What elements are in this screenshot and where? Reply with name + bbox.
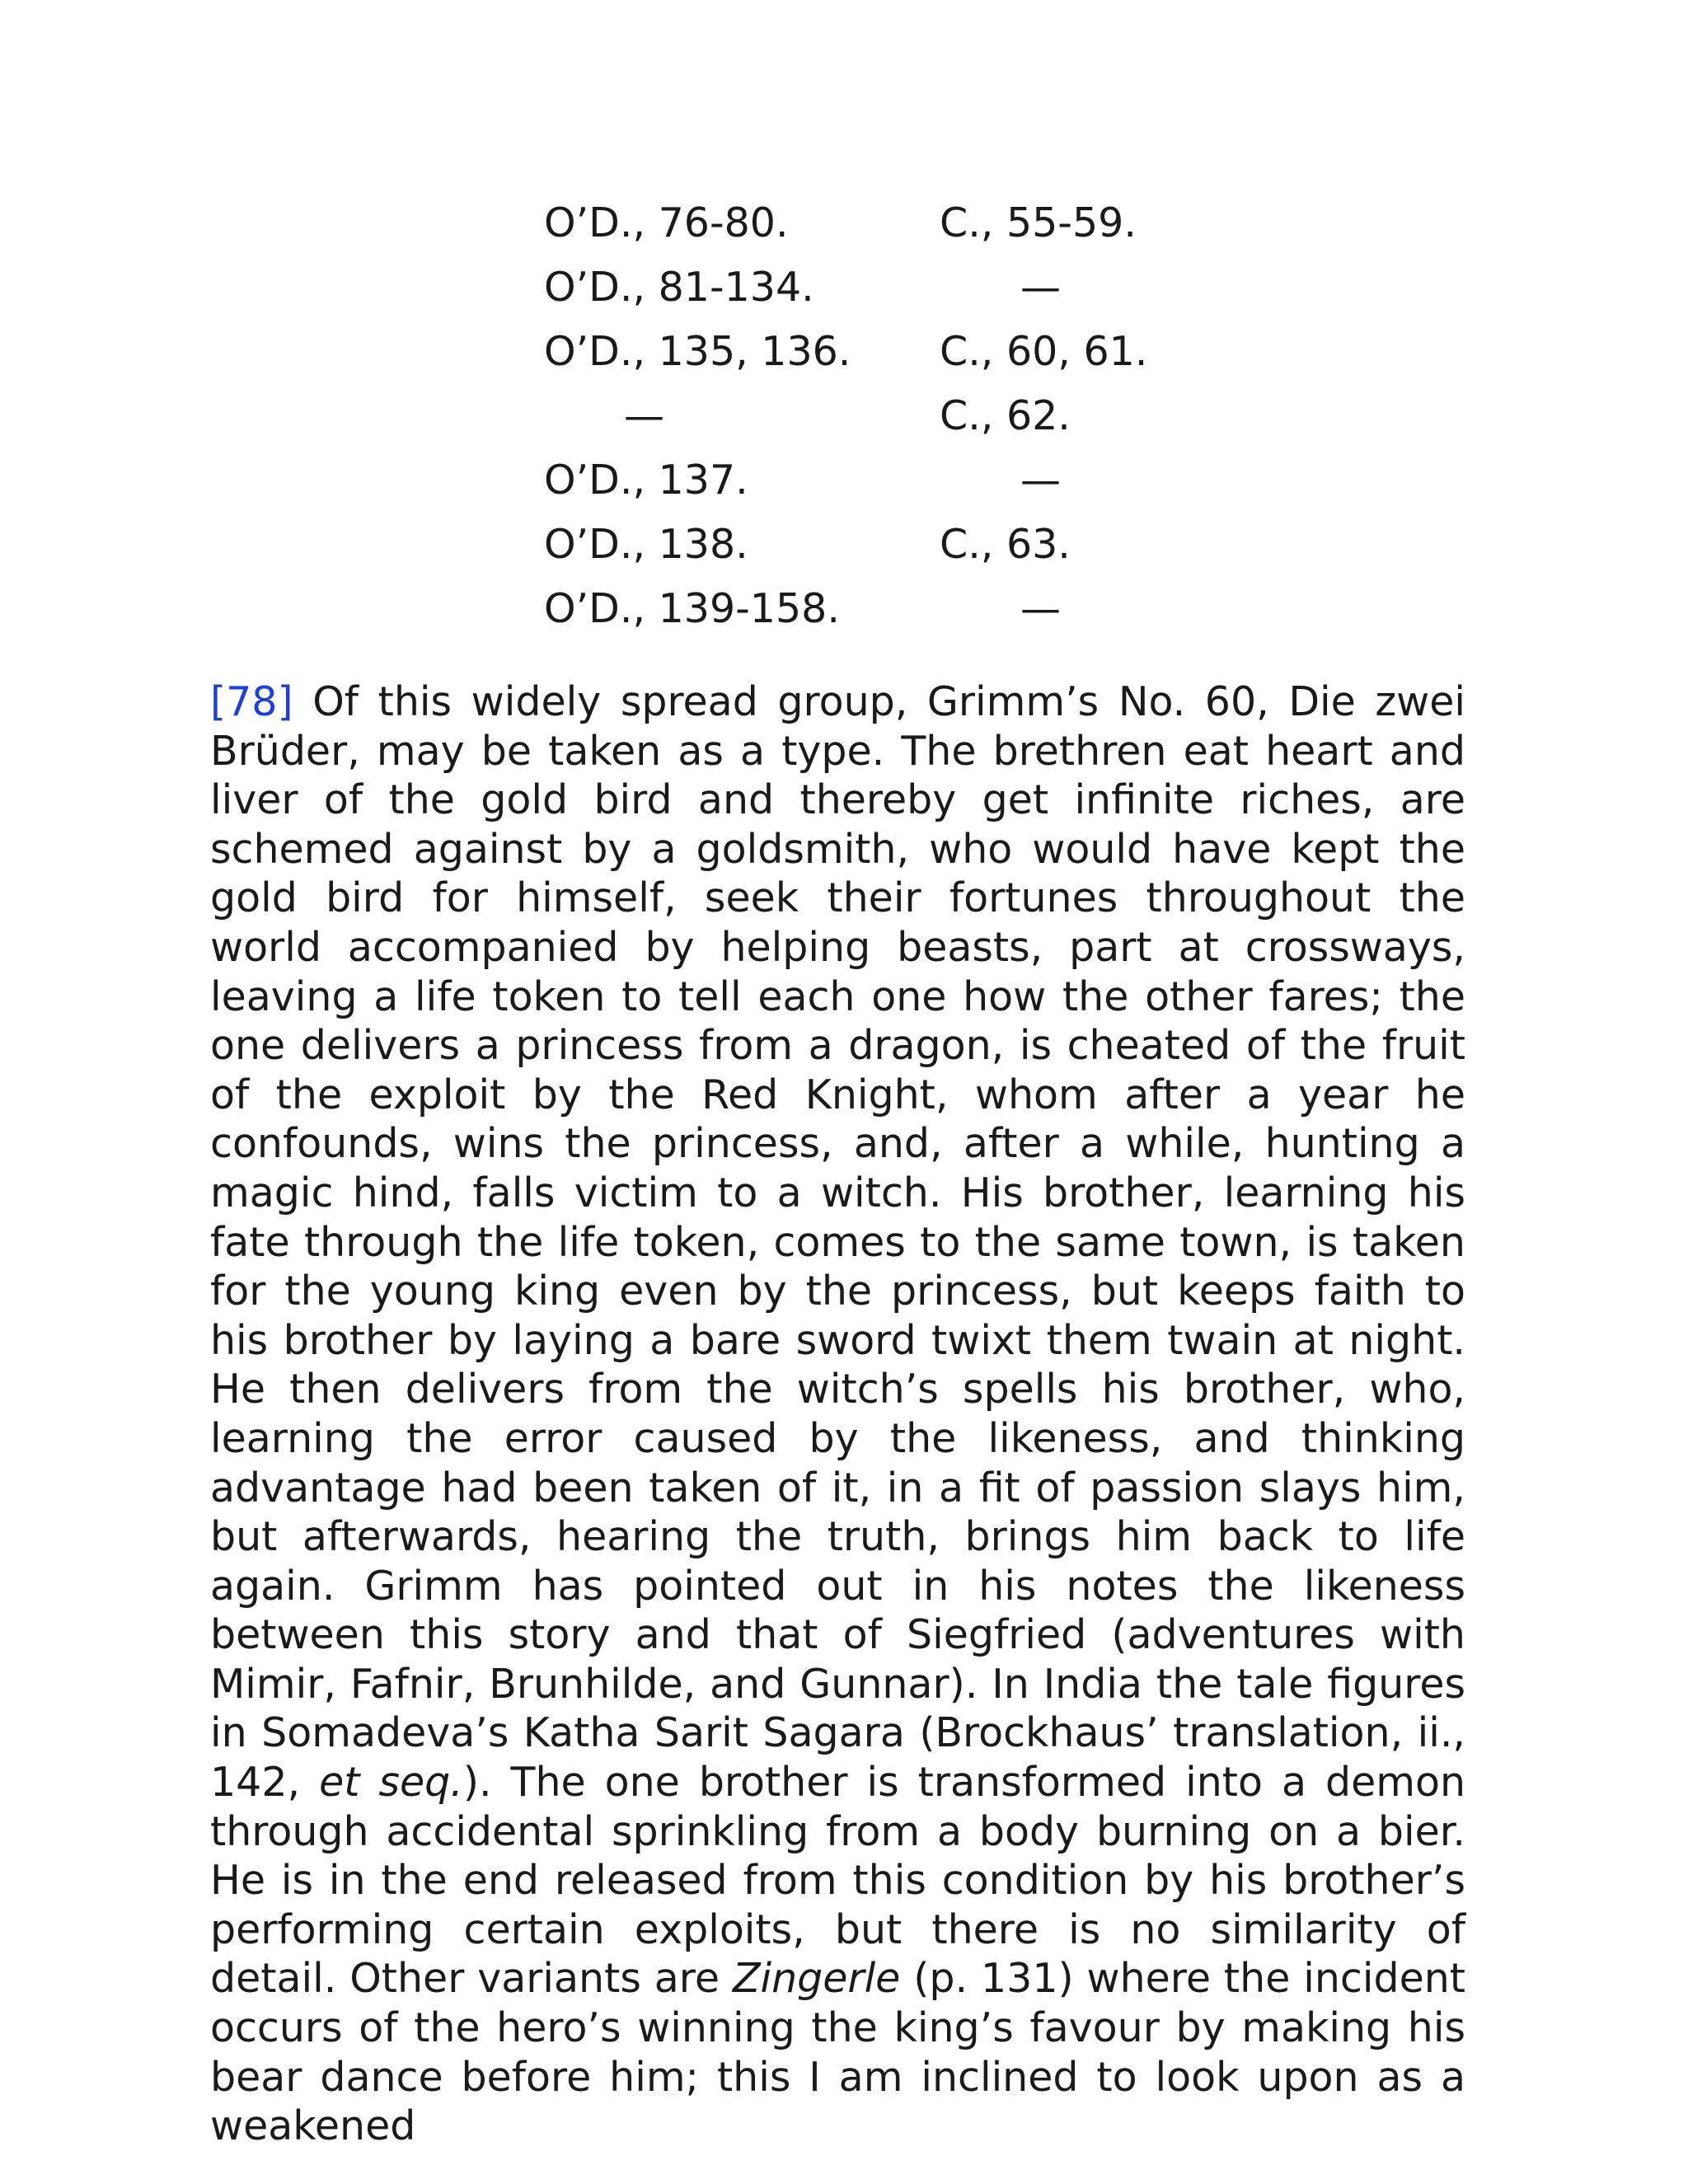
footnote-italic-text: et seq. xyxy=(319,1759,463,1807)
concordance-left-cell: O’D., 135, 136. xyxy=(544,328,851,375)
concordance-row xyxy=(544,191,1170,255)
concordance-left-cell: O’D., 138. xyxy=(544,521,748,568)
concordance-left-cell: O’D., 81-134. xyxy=(544,264,814,311)
concordance-row xyxy=(544,320,1170,384)
concordance-row xyxy=(544,577,1170,641)
concordance-right-cell: — xyxy=(1020,457,1061,504)
concordance-left-cell: O’D., 139-158. xyxy=(544,585,840,632)
footnote-italic-text: Zingerle xyxy=(732,1955,901,2003)
concordance-row xyxy=(544,448,1170,513)
concordance-right-cell: C., 62. xyxy=(940,392,1071,439)
concordance-left-cell: — xyxy=(624,392,664,439)
concordance-right-cell: — xyxy=(1020,264,1061,311)
concordance-right-cell: C., 60, 61. xyxy=(940,328,1148,375)
concordance-row xyxy=(544,513,1170,577)
footnote-text: ). The one brother is transformed into a demon through accidental sprinkling from a body burning on a bier. He is in the end released from this condition by his brother’s performing certain exploits, but there is no similarity of detail. Other variants are xyxy=(210,1759,1466,2003)
footnote-paragraph xyxy=(210,677,1465,2151)
footnote-text: (p. 131) where the incident occurs of the hero’s winning the king’s favour by making his bear dance before him; this I am inclined to look upon as a weakened xyxy=(210,1955,1466,2150)
footnote-reference-link[interactable]: [78] xyxy=(210,678,293,725)
concordance-right-cell: C., 55-59. xyxy=(940,199,1137,246)
concordance-right-cell: — xyxy=(1020,585,1061,632)
footnote-text: Of this widely spread group, Grimm’s No. 60, Die zwei Brüder, may be taken as a type. The brethren eat heart and liver of the gold bird and thereby get infinite riches, are schemed against by a goldsmith, who would have kept the gold bird for himself, seek their fortunes throughout the world accompanied by helping beasts, part at crossways, leaving a life token to tell each one how the other fares; the one delivers a princess from a dragon, is cheated of the fruit of the exploit by the Red Knight, whom after a year he confounds, wins the princess, and, after a while, hunting a magic hind, falls victim to a witch. His brother, learning his fate through the life token, comes to the same town, is taken for the young king even by the princess, but keeps faith to his brother by laying a bare sword twixt them twain at night. He then delivers from the witch’s spells his brother, who, learning the error caused by the likeness, and thinking advantage had been taken of it, in a fit of passion slays him, but afterwards, hearing the truth, brings him back to life again. Grimm has pointed out in his notes the likeness between this story and that of Siegfried (adventures with Mimir, Fafnir, Brunhilde, and Gunnar). In India the tale figures in Somadeva’s Katha Sarit Sagara (Brockhaus’ translation, ii., 142, xyxy=(210,678,1465,1807)
concordance-row xyxy=(544,384,1170,448)
concordance-right-cell: C., 63. xyxy=(940,521,1071,568)
concordance-left-cell: O’D., 137. xyxy=(544,457,748,504)
concordance-row xyxy=(544,255,1170,320)
concordance-left-cell: O’D., 76-80. xyxy=(544,199,789,246)
concordance-table xyxy=(544,191,1170,641)
